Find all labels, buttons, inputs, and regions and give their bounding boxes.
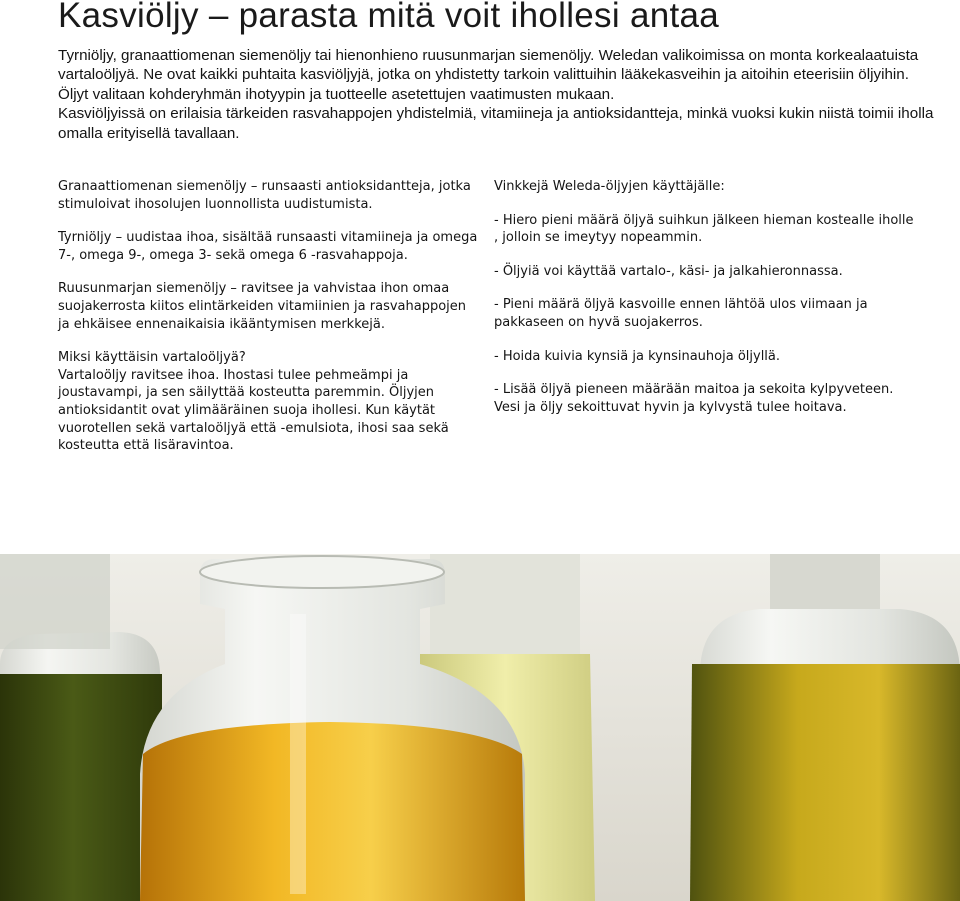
oil-description-pomegranate: Granaattiomenan siemenöljy – runsaasti antioksidantteja, jotka stimuloivat ihosolujen luonnollista uudistumista. — [58, 179, 471, 212]
tip-item: - Öljyiä voi käyttää vartalo-, käsi- ja jalkahieronnassa. — [494, 263, 843, 279]
tip-item: - Hoida kuivia kynsiä ja kynsinauhoja öljyllä. — [494, 348, 781, 364]
why-body-oil — [58, 349, 478, 455]
oil-bottles-photo — [0, 554, 960, 901]
right-column — [494, 178, 914, 432]
tips-heading: Vinkkejä Weleda-öljyjen käyttäjälle: — [494, 179, 725, 194]
left-column — [58, 178, 478, 471]
why-question: Miksi käyttäisin vartaloöljyä? — [58, 350, 246, 366]
why-answer: Vartaloöljy ravitsee ihoa. Ihostasi tulee pehmeämpi ja joustavampi, ja sen säilyttää kosteutta paremmin. Öljyjen antioksidantit ovat ylimääräinen suoja ihollesi. Kun käytät vuorotellen sekä vartaloöljyä että -emulsiota, ihosi saa sekä kosteutta että lisäravintoa. — [58, 367, 449, 454]
tip-item: - Hiero pieni määrä öljyä suihkun jälkeen hieman kostealle iholle , jolloin se imeytyy nopeammin. — [494, 212, 914, 246]
intro-paragraph: Tyrniöljy, granaattiomenan siemenöljy tai hienonhieno ruusunmarjan siemenöljy. Weledan valikoimissa on monta korkealaatuista vartaloöljyä. Ne ovat kaikki puhtaita kasviöljyjä, jotka on yhdistetty tarkoin valittuihin lääkekasveihin ja aitoihin eteerisiin öljyihin. Öljyt valitaan kohderyhmän ihotyypin ja tuotteelle asetettujen vaatimusten mukaan. — [58, 47, 919, 103]
tip-item: - Pieni määrä öljyä kasvoille ennen lähtöä ulos viimaan ja pakkaseen on hyvä suojakerros. — [494, 297, 868, 330]
intro-text — [58, 46, 938, 143]
intro-paragraph: Kasviöljyissä on erilaisia tärkeiden rasvahappojen yhdistelmiä, vitamiineja ja antioksidantteja, minkä vuoksi kukin niistä toimii iholla omalla erityisellä tavallaan. — [58, 105, 934, 142]
page-title: Kasviöljy – parasta mitä voit ihollesi antaa — [58, 0, 720, 35]
oil-description-sea-buckthorn: Tyrniöljy – uudistaa ihoa, sisältää runsaasti vitamiineja ja omega 7-, omega 9-, omega 3- sekä omega 6 -rasvahappoja. — [58, 230, 478, 263]
tip-item: - Lisää öljyä pieneen määrään maitoa ja sekoita kylpyveteen. Vesi ja öljy sekoittuvat hyvin ja kylvystä tulee hoitava. — [494, 382, 894, 415]
oil-description-rosehip: Ruusunmarjan siemenöljy – ravitsee ja vahvistaa ihon omaa suojakerrosta kiitos elintärkeiden vitamiinien ja rasvahappojen ja ehkäisee ennenaikaisia ikääntymisen merkkejä. — [58, 281, 467, 332]
